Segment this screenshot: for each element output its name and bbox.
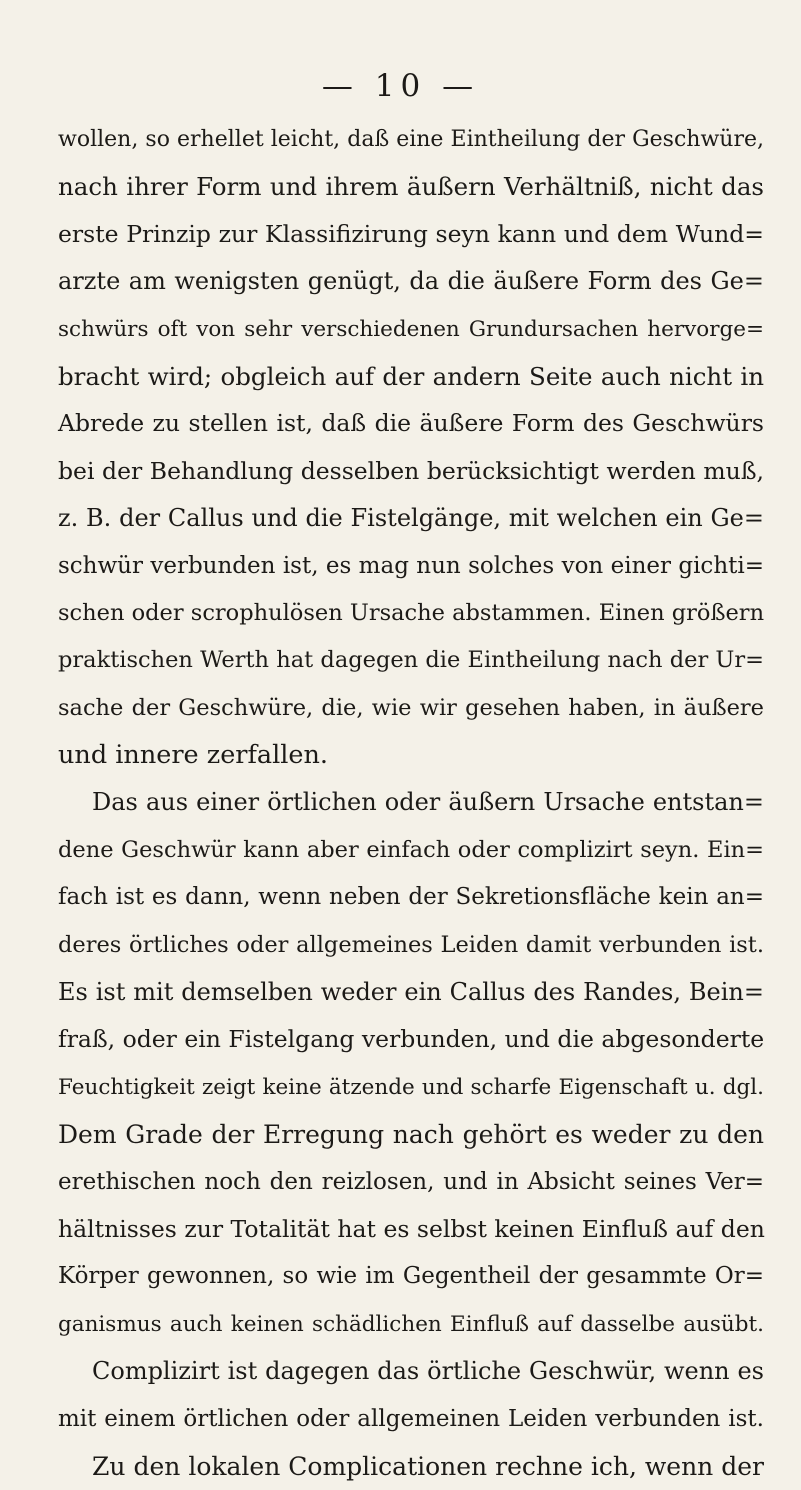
text-line: wollen, so erhellet leicht, daß eine Eintheilung der Geschwüre, [58, 127, 764, 152]
text-line: Körper gewonnen, so wie im Gegentheil der gesammte Or= [58, 1263, 764, 1290]
text-line: sache der Geschwüre, die, wie wir gesehen haben, in äußere [58, 694, 764, 721]
body-text [58, 116, 764, 1490]
text-line: Complizirt ist dagegen das örtliche Geschwür, wenn es [92, 1357, 764, 1386]
text-line: praktischen Werth hat dagegen die Eintheilung nach der Ur= [58, 647, 764, 674]
text-line: Das aus einer örtlichen oder äußern Ursache entstan= [92, 788, 764, 817]
text-line: nach ihrer Form und ihrem äußern Verhältniß, nicht das [58, 172, 764, 202]
text-line: hältnisses zur Totalität hat es selbst keinen Einfluß auf den [58, 1214, 765, 1243]
text-line: bracht wird; obgleich auf der andern Seite auch nicht in [58, 361, 764, 391]
text-line: erethischen noch den reizlosen, und in Absicht seines Ver= [58, 1168, 764, 1195]
text-line: bei der Behandlung desselben berücksichtigt werden muß, [58, 456, 764, 485]
text-line: fach ist es dann, wenn neben der Sekretionsfläche kein an= [58, 884, 764, 911]
text-line: arzte am wenigsten genügt, da die äußere Form des Ge= [58, 267, 764, 296]
text-line: Abrede zu stellen ist, daß die äußere Form des Geschwürs [58, 409, 764, 438]
text-line: mit einem örtlichen oder allgemeinen Leiden verbunden ist. [58, 1405, 764, 1432]
page-number: — 10 — [321, 68, 480, 104]
text-line: Feuchtigkeit zeigt keine ätzende und scharfe Eigenschaft u. dgl. [58, 1074, 764, 1100]
text-line: schwür verbunden ist, es mag nun solches von einer gichti= [58, 552, 764, 579]
text-line: und innere zerfallen. [58, 740, 329, 771]
text-line: z. B. der Callus und die Fistelgänge, mit welchen ein Ge= [58, 504, 764, 533]
text-line: fraß, oder ein Fistelgang verbunden, und die abgesonderte [58, 1025, 765, 1054]
text-line: dene Geschwür kann aber einfach oder complizirt seyn. Ein= [58, 836, 764, 863]
text-line: Zu den lokalen Complicationen rechne ich, wenn der [92, 1451, 764, 1481]
text-line: Dem Grade der Erregung nach gehört es weder zu den [58, 1120, 764, 1150]
text-line: Es ist mit demselben weder ein Callus des Randes, Bein= [58, 978, 764, 1007]
text-line: schen oder scrophulösen Ursache abstammen. Einen größern [58, 599, 765, 626]
text-line: erste Prinzip zur Klassifizirung seyn kann und dem Wund= [58, 219, 764, 248]
text-line: deres örtliches oder allgemeines Leiden damit verbunden ist. [58, 931, 764, 958]
text-line: schwürs oft von sehr verschiedenen Grundursachen hervorge= [58, 316, 764, 342]
text-line: ganismus auch keinen schädlichen Einfluß auf dasselbe ausübt. [58, 1311, 764, 1337]
